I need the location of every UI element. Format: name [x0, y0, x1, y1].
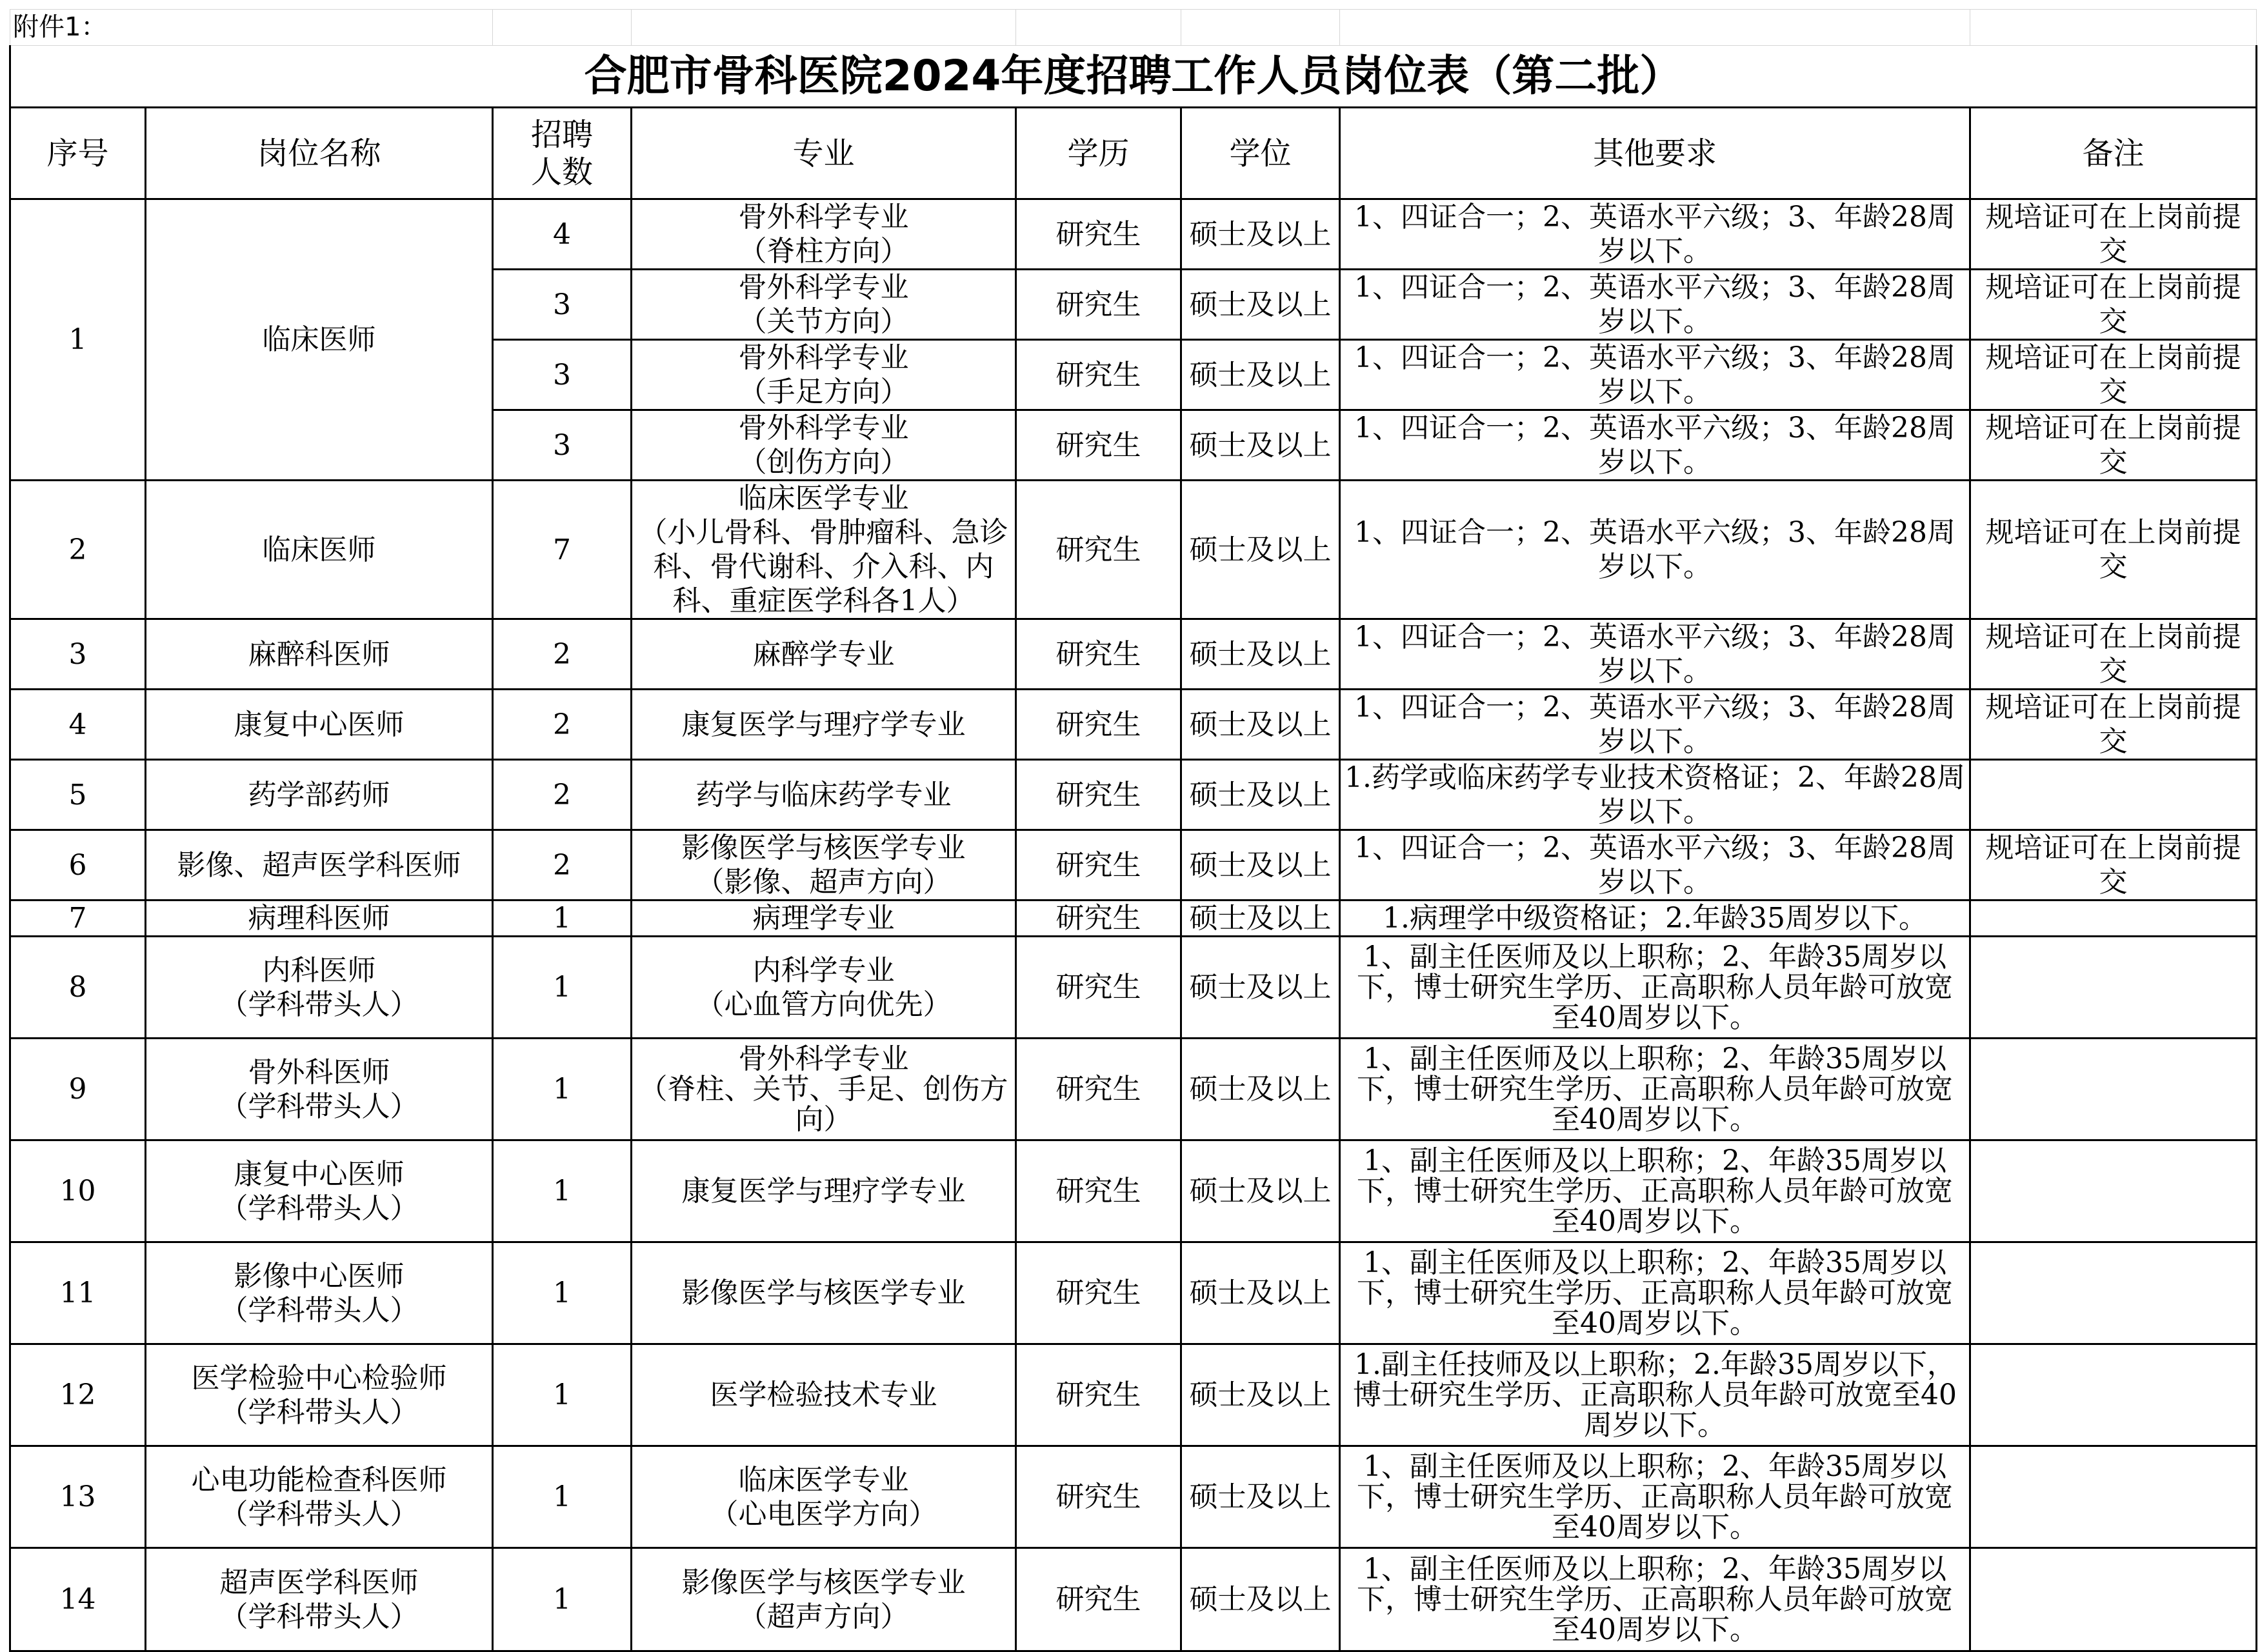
- remarks-cell: [1970, 760, 2257, 830]
- seq-cell: 14: [10, 1548, 146, 1651]
- requirements-cell: 1、副主任医师及以上职称；2、年龄35周岁以下，博士研究生学历、正高职称人员年龄可放宽至40周岁以下。: [1340, 1140, 1970, 1242]
- table-row: [10, 1344, 2257, 1446]
- education-cell: 研究生: [1016, 270, 1181, 340]
- position-cell: [146, 1344, 493, 1446]
- major-cell: [632, 1446, 1016, 1548]
- table-row: [10, 619, 2257, 690]
- header-count-line1: 招聘: [531, 116, 594, 153]
- position-cell: 临床医师: [146, 481, 493, 619]
- degree-cell: 硕士及以上: [1181, 270, 1340, 340]
- header-count-line2: 人数: [531, 154, 594, 190]
- degree-cell: 硕士及以上: [1181, 1446, 1340, 1548]
- major-cell: 影像医学与核医学专业: [632, 1242, 1016, 1344]
- education-cell: 研究生: [1016, 1446, 1181, 1548]
- position-cell: [146, 937, 493, 1039]
- education-cell: 研究生: [1016, 937, 1181, 1039]
- major-line: （脊柱方向）: [738, 235, 909, 268]
- requirements-cell: 1、副主任医师及以上职称；2、年龄35周岁以下，博士研究生学历、正高职称人员年龄可放宽至40周岁以下。: [1340, 1039, 1970, 1140]
- count-cell: 1: [493, 1548, 632, 1651]
- education-cell: 研究生: [1016, 410, 1181, 481]
- degree-cell: 硕士及以上: [1181, 1039, 1340, 1140]
- remarks-cell: [1970, 1140, 2257, 1242]
- seq-cell: 6: [10, 830, 146, 901]
- major-line: （脊柱、关节、手足、创伤方向）: [639, 1073, 1008, 1136]
- position-cell: 麻醉科医师: [146, 619, 493, 690]
- major-line: （超声方向）: [738, 1600, 909, 1633]
- degree-cell: 硕士及以上: [1181, 690, 1340, 760]
- count-cell: 3: [493, 340, 632, 410]
- position-line: （学科带头人）: [219, 1395, 419, 1429]
- position-cell: [146, 1548, 493, 1651]
- table-row: [10, 199, 2257, 270]
- seq-cell: 11: [10, 1242, 146, 1344]
- degree-cell: 硕士及以上: [1181, 937, 1340, 1039]
- education-cell: 研究生: [1016, 690, 1181, 760]
- remarks-cell: [1970, 1242, 2257, 1344]
- requirements-cell: 1、四证合一；2、英语水平六级；3、年龄28周岁以下。: [1340, 690, 1970, 760]
- major-cell: 麻醉学专业: [632, 619, 1016, 690]
- header-education: 学历: [1016, 108, 1181, 199]
- remarks-cell: [1970, 1039, 2257, 1140]
- position-cell: [146, 1242, 493, 1344]
- count-cell: 2: [493, 830, 632, 901]
- count-cell: 2: [493, 619, 632, 690]
- table-row: [10, 760, 2257, 830]
- header-seq: 序号: [10, 108, 146, 199]
- major-line: 骨外科学专业: [738, 271, 909, 304]
- requirements-cell: 1、四证合一；2、英语水平六级；3、年龄28周岁以下。: [1340, 481, 1970, 619]
- attachment-row: [10, 10, 2257, 46]
- header-degree: 学位: [1181, 108, 1340, 199]
- title-row: [10, 46, 2257, 108]
- remarks-cell: [1970, 1446, 2257, 1548]
- table-row: [10, 830, 2257, 901]
- position-cell: 药学部药师: [146, 760, 493, 830]
- requirements-cell: 1、副主任医师及以上职称；2、年龄35周岁以下，博士研究生学历、正高职称人员年龄可放宽至40周岁以下。: [1340, 937, 1970, 1039]
- position-cell: 影像、超声医学科医师: [146, 830, 493, 901]
- major-line: （心血管方向优先）: [695, 988, 952, 1021]
- page-title: 合肥市骨科医院2024年度招聘工作人员岗位表（第二批）: [10, 46, 2257, 108]
- seq-cell: 3: [10, 619, 146, 690]
- count-cell: 1: [493, 1242, 632, 1344]
- major-cell: [632, 410, 1016, 481]
- major-cell: [632, 1039, 1016, 1140]
- count-cell: 3: [493, 410, 632, 481]
- requirements-cell: 1.病理学中级资格证；2.年龄35周岁以下。: [1340, 901, 1970, 937]
- remarks-cell: [1970, 901, 2257, 937]
- position-line: 医学检验中心检验师: [191, 1361, 447, 1395]
- table-row: [10, 481, 2257, 619]
- table-row: [10, 937, 2257, 1039]
- remarks-cell: [1970, 1344, 2257, 1446]
- major-cell: [632, 1548, 1016, 1651]
- header-major: 专业: [632, 108, 1016, 199]
- requirements-cell: 1、四证合一；2、英语水平六级；3、年龄28周岁以下。: [1340, 830, 1970, 901]
- count-cell: 1: [493, 1446, 632, 1548]
- remarks-cell: 规培证可在上岗前提交: [1970, 690, 2257, 760]
- degree-cell: 硕士及以上: [1181, 1140, 1340, 1242]
- major-line: 骨外科学专业: [738, 1042, 909, 1075]
- major-line: 影像医学与核医学专业: [681, 831, 966, 864]
- table-row: [10, 901, 2257, 937]
- count-cell: 4: [493, 199, 632, 270]
- table-row: [10, 1446, 2257, 1548]
- remarks-cell: 规培证可在上岗前提交: [1970, 619, 2257, 690]
- position-line: 康复中心医师: [234, 1157, 405, 1191]
- position-line: （学科带头人）: [219, 988, 419, 1021]
- degree-cell: 硕士及以上: [1181, 1548, 1340, 1651]
- requirements-cell: 1、副主任医师及以上职称；2、年龄35周岁以下，博士研究生学历、正高职称人员年龄可放宽至40周岁以下。: [1340, 1548, 1970, 1651]
- seq-cell: 9: [10, 1039, 146, 1140]
- major-line: （手足方向）: [738, 375, 909, 408]
- requirements-cell: 1、四证合一；2、英语水平六级；3、年龄28周岁以下。: [1340, 410, 1970, 481]
- degree-cell: 硕士及以上: [1181, 410, 1340, 481]
- remarks-cell: 规培证可在上岗前提交: [1970, 410, 2257, 481]
- degree-cell: 硕士及以上: [1181, 1242, 1340, 1344]
- position-cell: [146, 1446, 493, 1548]
- remarks-cell: 规培证可在上岗前提交: [1970, 270, 2257, 340]
- position-cell: 康复中心医师: [146, 690, 493, 760]
- remarks-cell: [1970, 937, 2257, 1039]
- major-line: 骨外科学专业: [738, 341, 909, 374]
- education-cell: 研究生: [1016, 830, 1181, 901]
- table-row: [10, 1548, 2257, 1651]
- count-cell: 1: [493, 1039, 632, 1140]
- major-cell: [632, 270, 1016, 340]
- education-cell: 研究生: [1016, 1344, 1181, 1446]
- major-cell: 康复医学与理疗学专业: [632, 690, 1016, 760]
- requirements-cell: 1、副主任医师及以上职称；2、年龄35周岁以下，博士研究生学历、正高职称人员年龄可放宽至40周岁以下。: [1340, 1242, 1970, 1344]
- education-cell: 研究生: [1016, 1242, 1181, 1344]
- count-cell: 3: [493, 270, 632, 340]
- seq-cell: 13: [10, 1446, 146, 1548]
- remarks-cell: 规培证可在上岗前提交: [1970, 340, 2257, 410]
- requirements-cell: 1、副主任医师及以上职称；2、年龄35周岁以下，博士研究生学历、正高职称人员年龄可放宽至40周岁以下。: [1340, 1446, 1970, 1548]
- degree-cell: 硕士及以上: [1181, 340, 1340, 410]
- degree-cell: 硕士及以上: [1181, 619, 1340, 690]
- recruitment-table: [9, 9, 2257, 1652]
- position-cell: 临床医师: [146, 199, 493, 481]
- header-count: [493, 108, 632, 199]
- seq-cell: 12: [10, 1344, 146, 1446]
- header-requirements: 其他要求: [1340, 108, 1970, 199]
- seq-cell: 2: [10, 481, 146, 619]
- position-line: （学科带头人）: [219, 1497, 419, 1531]
- count-cell: 2: [493, 760, 632, 830]
- education-cell: 研究生: [1016, 340, 1181, 410]
- major-line: 临床医学专业: [738, 1463, 909, 1497]
- education-cell: 研究生: [1016, 199, 1181, 270]
- position-cell: [146, 1140, 493, 1242]
- major-cell: 医学检验技术专业: [632, 1344, 1016, 1446]
- major-line: （心电医学方向）: [710, 1497, 937, 1531]
- table-row: [10, 1039, 2257, 1140]
- header-remarks: 备注: [1970, 108, 2257, 199]
- seq-cell: 4: [10, 690, 146, 760]
- count-cell: 1: [493, 901, 632, 937]
- attachment-label: 附件1：: [10, 10, 493, 46]
- degree-cell: 硕士及以上: [1181, 481, 1340, 619]
- header-position: 岗位名称: [146, 108, 493, 199]
- major-cell: [632, 830, 1016, 901]
- degree-cell: 硕士及以上: [1181, 199, 1340, 270]
- header-row: [10, 108, 2257, 199]
- remarks-cell: 规培证可在上岗前提交: [1970, 199, 2257, 270]
- major-line: （影像、超声方向）: [695, 866, 952, 899]
- major-line: 内科学专业: [752, 953, 895, 987]
- requirements-cell: 1.副主任技师及以上职称；2.年龄35周岁以下，博士研究生学历、正高职称人员年龄可放宽至40周岁以下。: [1340, 1344, 1970, 1446]
- requirements-cell: 1、四证合一；2、英语水平六级；3、年龄28周岁以下。: [1340, 619, 1970, 690]
- major-line: 骨外科学专业: [738, 201, 909, 234]
- table-row: [10, 1242, 2257, 1344]
- degree-cell: 硕士及以上: [1181, 830, 1340, 901]
- position-line: 心电功能检查科医师: [191, 1463, 447, 1497]
- position-line: 影像中心医师: [234, 1259, 405, 1293]
- degree-cell: 硕士及以上: [1181, 760, 1340, 830]
- major-cell: [632, 937, 1016, 1039]
- seq-cell: 7: [10, 901, 146, 937]
- remarks-cell: [1970, 1548, 2257, 1651]
- position-line: （学科带头人）: [219, 1191, 419, 1225]
- major-line: （创伤方向）: [738, 446, 909, 479]
- remarks-cell: 规培证可在上岗前提交: [1970, 481, 2257, 619]
- position-line: （学科带头人）: [219, 1090, 419, 1123]
- seq-cell: 1: [10, 199, 146, 481]
- education-cell: 研究生: [1016, 481, 1181, 619]
- major-line: 骨外科学专业: [738, 412, 909, 444]
- major-line: （关节方向）: [738, 305, 909, 338]
- table-row: [10, 690, 2257, 760]
- position-line: （学科带头人）: [219, 1600, 419, 1633]
- seq-cell: 8: [10, 937, 146, 1039]
- major-cell: 药学与临床药学专业: [632, 760, 1016, 830]
- major-cell: [632, 481, 1016, 619]
- seq-cell: 5: [10, 760, 146, 830]
- position-line: 超声医学科医师: [219, 1566, 419, 1599]
- remarks-cell: 规培证可在上岗前提交: [1970, 830, 2257, 901]
- major-cell: 病理学专业: [632, 901, 1016, 937]
- seq-cell: 10: [10, 1140, 146, 1242]
- position-cell: [146, 1039, 493, 1140]
- position-line: （学科带头人）: [219, 1293, 419, 1327]
- education-cell: 研究生: [1016, 1039, 1181, 1140]
- education-cell: 研究生: [1016, 901, 1181, 937]
- requirements-cell: 1、四证合一；2、英语水平六级；3、年龄28周岁以下。: [1340, 340, 1970, 410]
- degree-cell: 硕士及以上: [1181, 1344, 1340, 1446]
- major-cell: [632, 340, 1016, 410]
- requirements-cell: 1、四证合一；2、英语水平六级；3、年龄28周岁以下。: [1340, 270, 1970, 340]
- requirements-cell: 1、四证合一；2、英语水平六级；3、年龄28周岁以下。: [1340, 199, 1970, 270]
- count-cell: 7: [493, 481, 632, 619]
- count-cell: 1: [493, 1344, 632, 1446]
- requirements-cell: 1.药学或临床药学专业技术资格证；2、年龄28周岁以下。: [1340, 760, 1970, 830]
- position-cell: 病理科医师: [146, 901, 493, 937]
- major-line: 影像医学与核医学专业: [681, 1566, 966, 1599]
- degree-cell: 硕士及以上: [1181, 901, 1340, 937]
- count-cell: 2: [493, 690, 632, 760]
- education-cell: 研究生: [1016, 760, 1181, 830]
- major-line: （小儿骨科、骨肿瘤科、急诊科、骨代谢科、介入科、内科、重症医学科各1人）: [639, 516, 1008, 617]
- position-line: 骨外科医师: [248, 1055, 390, 1089]
- education-cell: 研究生: [1016, 1548, 1181, 1651]
- education-cell: 研究生: [1016, 619, 1181, 690]
- table-row: [10, 1140, 2257, 1242]
- major-cell: 康复医学与理疗学专业: [632, 1140, 1016, 1242]
- count-cell: 1: [493, 1140, 632, 1242]
- major-line: 临床医学专业: [738, 482, 909, 515]
- position-line: 内科医师: [262, 953, 376, 987]
- major-cell: [632, 199, 1016, 270]
- count-cell: 1: [493, 937, 632, 1039]
- education-cell: 研究生: [1016, 1140, 1181, 1242]
